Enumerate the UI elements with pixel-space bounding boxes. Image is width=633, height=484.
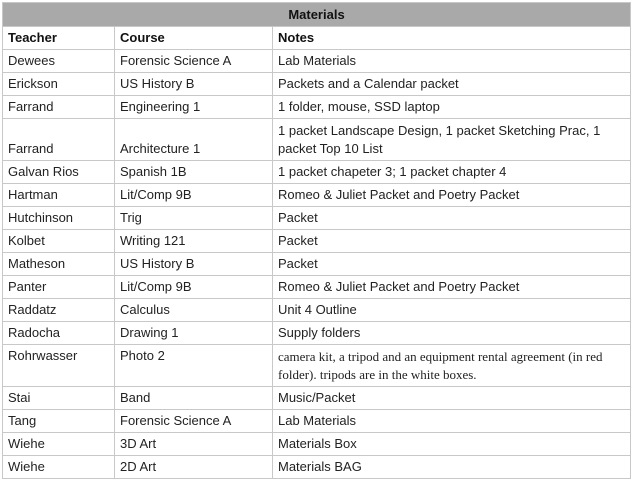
notes-cell[interactable]: Packet bbox=[273, 253, 631, 276]
materials-table bbox=[2, 2, 631, 479]
table-row bbox=[3, 345, 631, 387]
notes-cell[interactable]: Romeo & Juliet Packet and Poetry Packet bbox=[273, 276, 631, 299]
course-cell[interactable]: Photo 2 bbox=[115, 345, 273, 387]
teacher-cell[interactable]: Wiehe bbox=[3, 433, 115, 456]
course-cell[interactable]: Spanish 1B bbox=[115, 161, 273, 184]
notes-cell[interactable]: 1 packet chapeter 3; 1 packet chapter 4 bbox=[273, 161, 631, 184]
teacher-cell[interactable]: Hutchinson bbox=[3, 207, 115, 230]
course-cell[interactable]: Architecture 1 bbox=[115, 119, 273, 161]
course-cell[interactable]: Drawing 1 bbox=[115, 322, 273, 345]
notes-cell[interactable]: 1 packet Landscape Design, 1 packet Sketching Prac, 1 packet Top 10 List bbox=[273, 119, 631, 161]
notes-cell[interactable]: Packets and a Calendar packet bbox=[273, 73, 631, 96]
teacher-cell[interactable]: Farrand bbox=[3, 96, 115, 119]
table-row bbox=[3, 276, 631, 299]
course-cell[interactable]: Lit/Comp 9B bbox=[115, 184, 273, 207]
notes-cell[interactable]: 1 folder, mouse, SSD laptop bbox=[273, 96, 631, 119]
teacher-cell[interactable]: Panter bbox=[3, 276, 115, 299]
notes-cell[interactable]: Supply folders bbox=[273, 322, 631, 345]
teacher-cell[interactable]: Stai bbox=[3, 387, 115, 410]
course-cell[interactable]: Calculus bbox=[115, 299, 273, 322]
header-notes: Notes bbox=[273, 27, 631, 50]
table-row bbox=[3, 207, 631, 230]
notes-cell[interactable]: Materials BAG bbox=[273, 456, 631, 479]
teacher-cell[interactable]: Kolbet bbox=[3, 230, 115, 253]
header-course: Course bbox=[115, 27, 273, 50]
table-row bbox=[3, 50, 631, 73]
teacher-cell[interactable]: Farrand bbox=[3, 119, 115, 161]
notes-cell[interactable]: camera kit, a tripod and an equipment rental agreement (in red folder). tripods are in the white boxes. bbox=[273, 345, 631, 387]
materials-sheet bbox=[2, 2, 630, 479]
course-cell[interactable]: US History B bbox=[115, 73, 273, 96]
teacher-cell[interactable]: Raddatz bbox=[3, 299, 115, 322]
table-row bbox=[3, 161, 631, 184]
table-row bbox=[3, 322, 631, 345]
teacher-cell[interactable]: Erickson bbox=[3, 73, 115, 96]
header-row bbox=[3, 27, 631, 50]
table-row bbox=[3, 230, 631, 253]
teacher-cell[interactable]: Rohrwasser bbox=[3, 345, 115, 387]
table-row bbox=[3, 73, 631, 96]
table-title: Materials bbox=[3, 3, 631, 27]
table-row bbox=[3, 184, 631, 207]
teacher-cell[interactable]: Matheson bbox=[3, 253, 115, 276]
notes-cell[interactable]: Music/Packet bbox=[273, 387, 631, 410]
notes-cell[interactable]: Packet bbox=[273, 230, 631, 253]
table-row bbox=[3, 299, 631, 322]
table-row bbox=[3, 96, 631, 119]
notes-cell[interactable]: Materials Box bbox=[273, 433, 631, 456]
title-row bbox=[3, 3, 631, 27]
table-row bbox=[3, 433, 631, 456]
notes-cell[interactable]: Lab Materials bbox=[273, 410, 631, 433]
course-cell[interactable]: 3D Art bbox=[115, 433, 273, 456]
teacher-cell[interactable]: Tang bbox=[3, 410, 115, 433]
teacher-cell[interactable]: Hartman bbox=[3, 184, 115, 207]
notes-cell[interactable]: Lab Materials bbox=[273, 50, 631, 73]
course-cell[interactable]: US History B bbox=[115, 253, 273, 276]
course-cell[interactable]: Band bbox=[115, 387, 273, 410]
table-row bbox=[3, 119, 631, 161]
course-cell[interactable]: Lit/Comp 9B bbox=[115, 276, 273, 299]
course-cell[interactable]: Trig bbox=[115, 207, 273, 230]
teacher-cell[interactable]: Galvan Rios bbox=[3, 161, 115, 184]
course-cell[interactable]: Forensic Science A bbox=[115, 50, 273, 73]
table-row bbox=[3, 253, 631, 276]
teacher-cell[interactable]: Dewees bbox=[3, 50, 115, 73]
course-cell[interactable]: Forensic Science A bbox=[115, 410, 273, 433]
table-row bbox=[3, 456, 631, 479]
table-row bbox=[3, 387, 631, 410]
teacher-cell[interactable]: Radocha bbox=[3, 322, 115, 345]
course-cell[interactable]: Engineering 1 bbox=[115, 96, 273, 119]
notes-cell[interactable]: Romeo & Juliet Packet and Poetry Packet bbox=[273, 184, 631, 207]
teacher-cell[interactable]: Wiehe bbox=[3, 456, 115, 479]
header-teacher: Teacher bbox=[3, 27, 115, 50]
course-cell[interactable]: Writing 121 bbox=[115, 230, 273, 253]
notes-cell[interactable]: Packet bbox=[273, 207, 631, 230]
notes-cell[interactable]: Unit 4 Outline bbox=[273, 299, 631, 322]
table-row bbox=[3, 410, 631, 433]
course-cell[interactable]: 2D Art bbox=[115, 456, 273, 479]
